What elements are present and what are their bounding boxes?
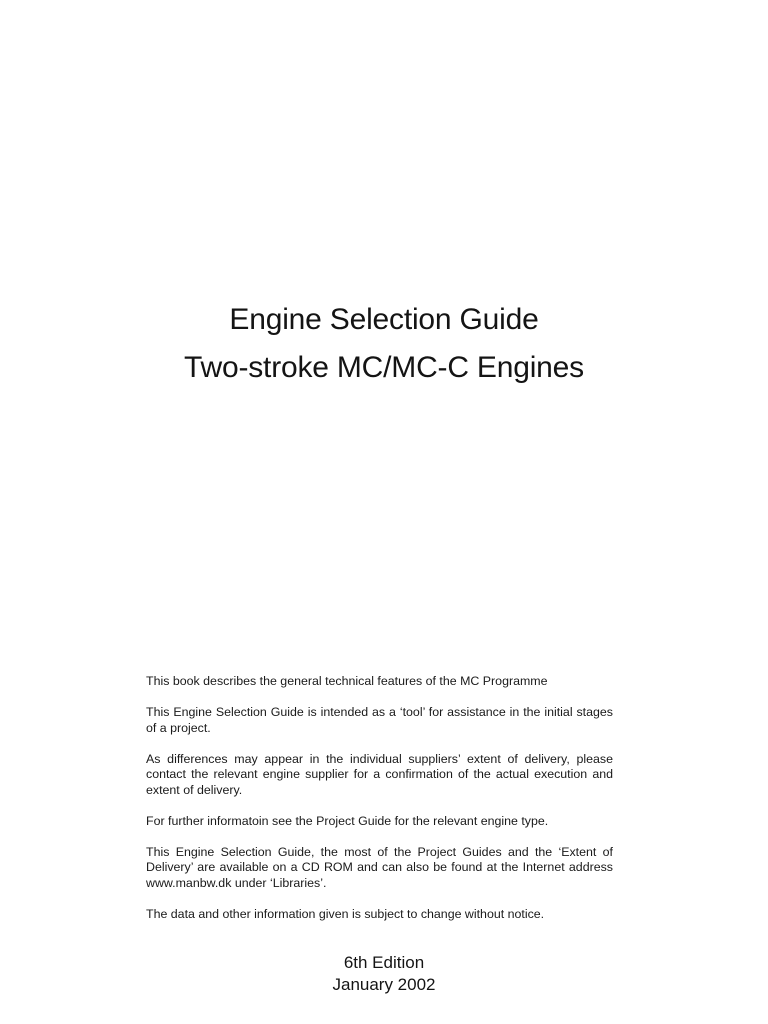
paragraph-differences: As differences may appear in the individual suppliers’ extent of delivery, please contact the relevant engine supplier for a confirmation of the actual execution and extent of delivery. xyxy=(146,751,613,797)
paragraph-availability: This Engine Selection Guide, the most of the Project Guides and the ‘Extent of Delivery’ are available on a CD ROM and can also be found at the Internet address www.manbw.dk under ‘Libraries’. xyxy=(146,844,613,890)
paragraph-further-info: For further informatoin see the Project Guide for the relevant engine type. xyxy=(146,813,549,828)
title-line-1: Engine Selection Guide xyxy=(229,303,539,336)
paragraph-purpose: This Engine Selection Guide is intended as a ‘tool’ for assistance in the initial stages of a project. xyxy=(146,705,613,735)
edition-number: 6th Edition xyxy=(343,953,425,972)
paragraph-programme: This book describes the general technical features of the MC Programme xyxy=(146,674,548,688)
title-line-2: Two-stroke MC/MC-C Engines xyxy=(184,351,584,384)
edition-info xyxy=(0,952,768,996)
paragraph-disclaimer: The data and other information given is subject to change without notice. xyxy=(146,906,545,921)
edition-date: January 2002 xyxy=(332,975,436,994)
intro-text xyxy=(146,674,613,938)
document-title xyxy=(0,296,768,392)
